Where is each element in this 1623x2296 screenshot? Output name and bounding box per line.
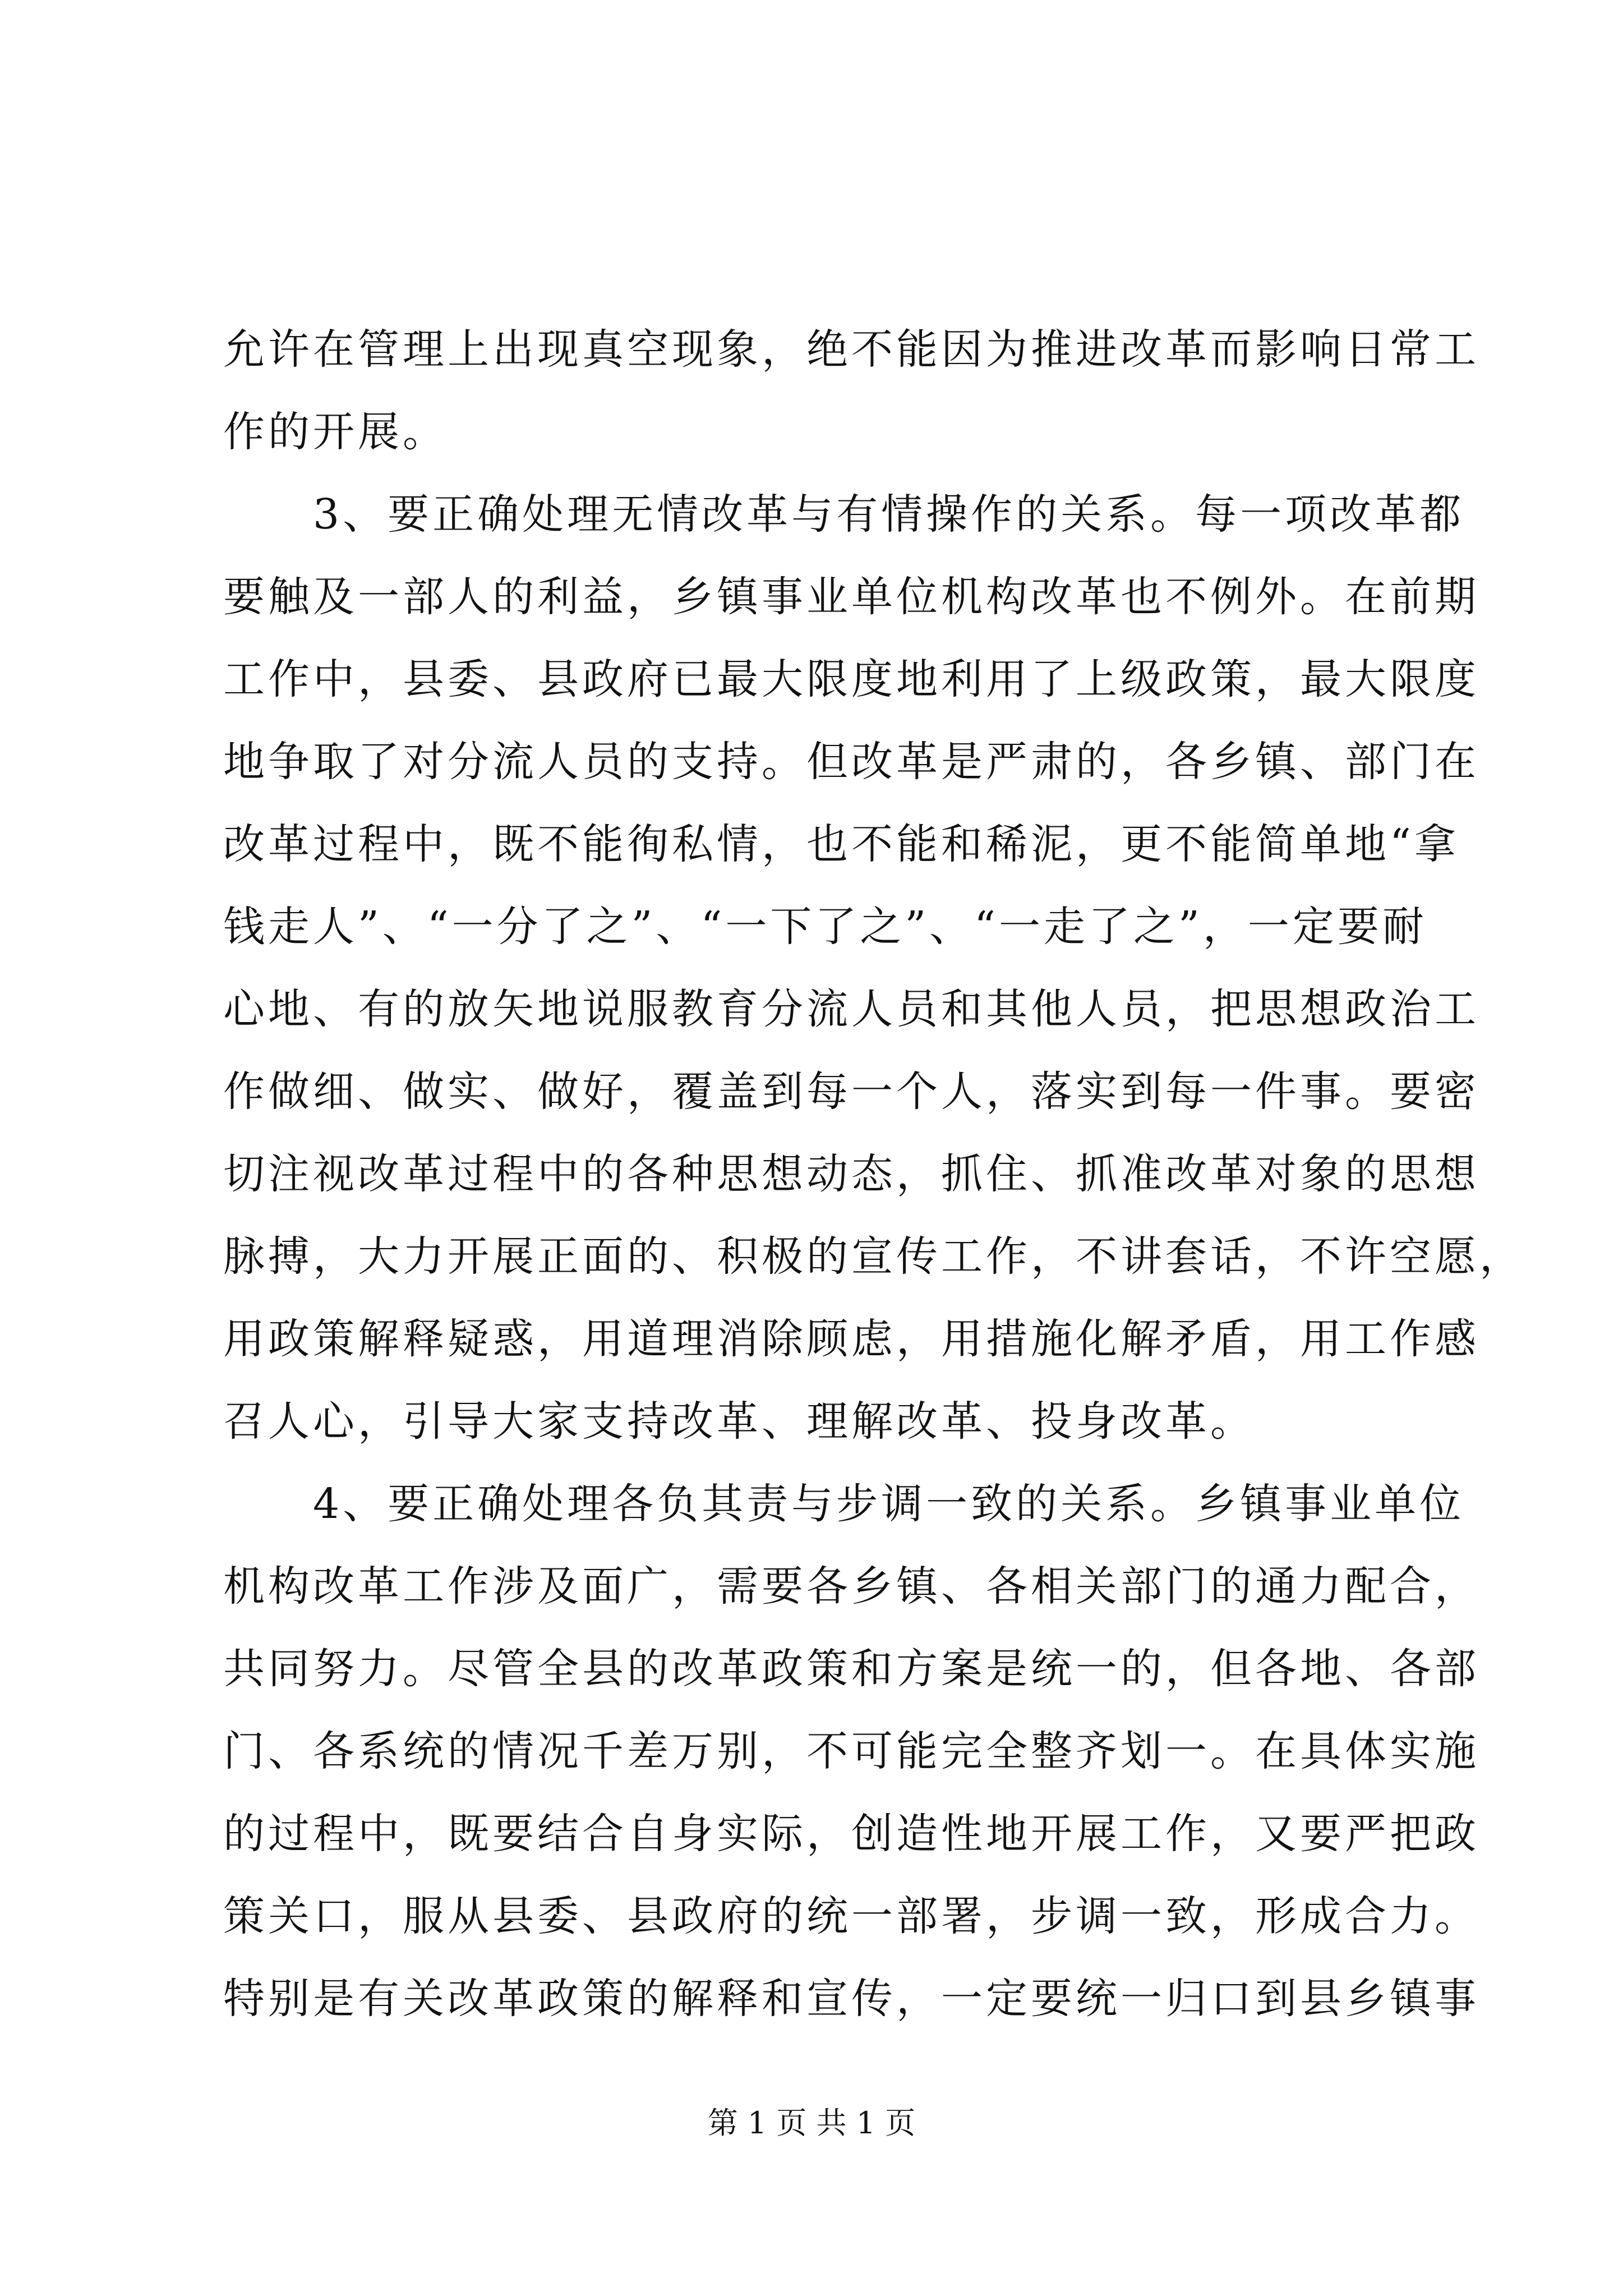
text-line: 脉搏，大力开展正面的、积极的宣传工作，不讲套话，不许空愿， [223,1232,1524,1281]
text-line: 心地、有的放矢地说服教育分流人员和其他人员，把思想政治工 [223,985,1479,1033]
page-footer: 第 1 页 共 1 页 [707,2105,916,2141]
text-line: 的过程中，既要结合自身实际，创造性地开展工作，又要严把政 [223,1810,1479,1858]
text-line: 作做细、做实、做好，覆盖到每一个人，落实到每一件事。要密 [223,1068,1479,1116]
text-line: 切注视改革过程中的各种思想动态，抓住、抓准改革对象的思想 [223,1150,1479,1198]
text-line: 机构改革工作涉及面广，需要各乡镇、各相关部门的通力配合， [223,1562,1479,1611]
text-line: 共同努力。尽管全县的改革政策和方案是统一的，但各地、各部 [223,1645,1479,1693]
text-line: 要触及一部人的利益，乡镇事业单位机构改革也不例外。在前期 [223,573,1479,621]
text-line: 允许在管理上出现真空现象，绝不能因为推进改革而影响日常工 [223,325,1479,374]
text-line: 作的开展。 [223,408,448,456]
text-line: 地争取了对分流人员的支持。但改革是严肃的，各乡镇、部门在 [223,738,1479,786]
body-text [223,309,1524,2040]
text-line: 用政策解释疑惑，用道理消除顾虑，用措施化解矛盾，用工作感 [223,1315,1479,1363]
text-line: 门、各系统的情况千差万别，不可能完全整齐划一。在具体实施 [223,1727,1479,1775]
text-line: 特别是有关改革政策的解释和宣传，一定要统一归口到县乡镇事 [223,1975,1479,2023]
text-line: 改革过程中，既不能徇私情，也不能和稀泥，更不能简单地“拿 [223,820,1459,868]
text-line: 3、要正确处理无情改革与有情操作的关系。每一项改革都 [223,490,1465,539]
text-line: 钱走人”、“一分了之”、“一下了之”、“一走了之”，一定要耐 [223,903,1427,951]
text-line: 召人心，引导大家支持改革、理解改革、投身改革。 [223,1397,1255,1446]
text-line: 工作中，县委、县政府已最大限度地利用了上级政策，最大限度 [223,655,1479,703]
text-line: 策关口，服从县委、县政府的统一部署，步调一致，形成合力。 [223,1892,1479,1940]
text-line: 4、要正确处理各负其责与步调一致的关系。乡镇事业单位 [223,1480,1465,1528]
